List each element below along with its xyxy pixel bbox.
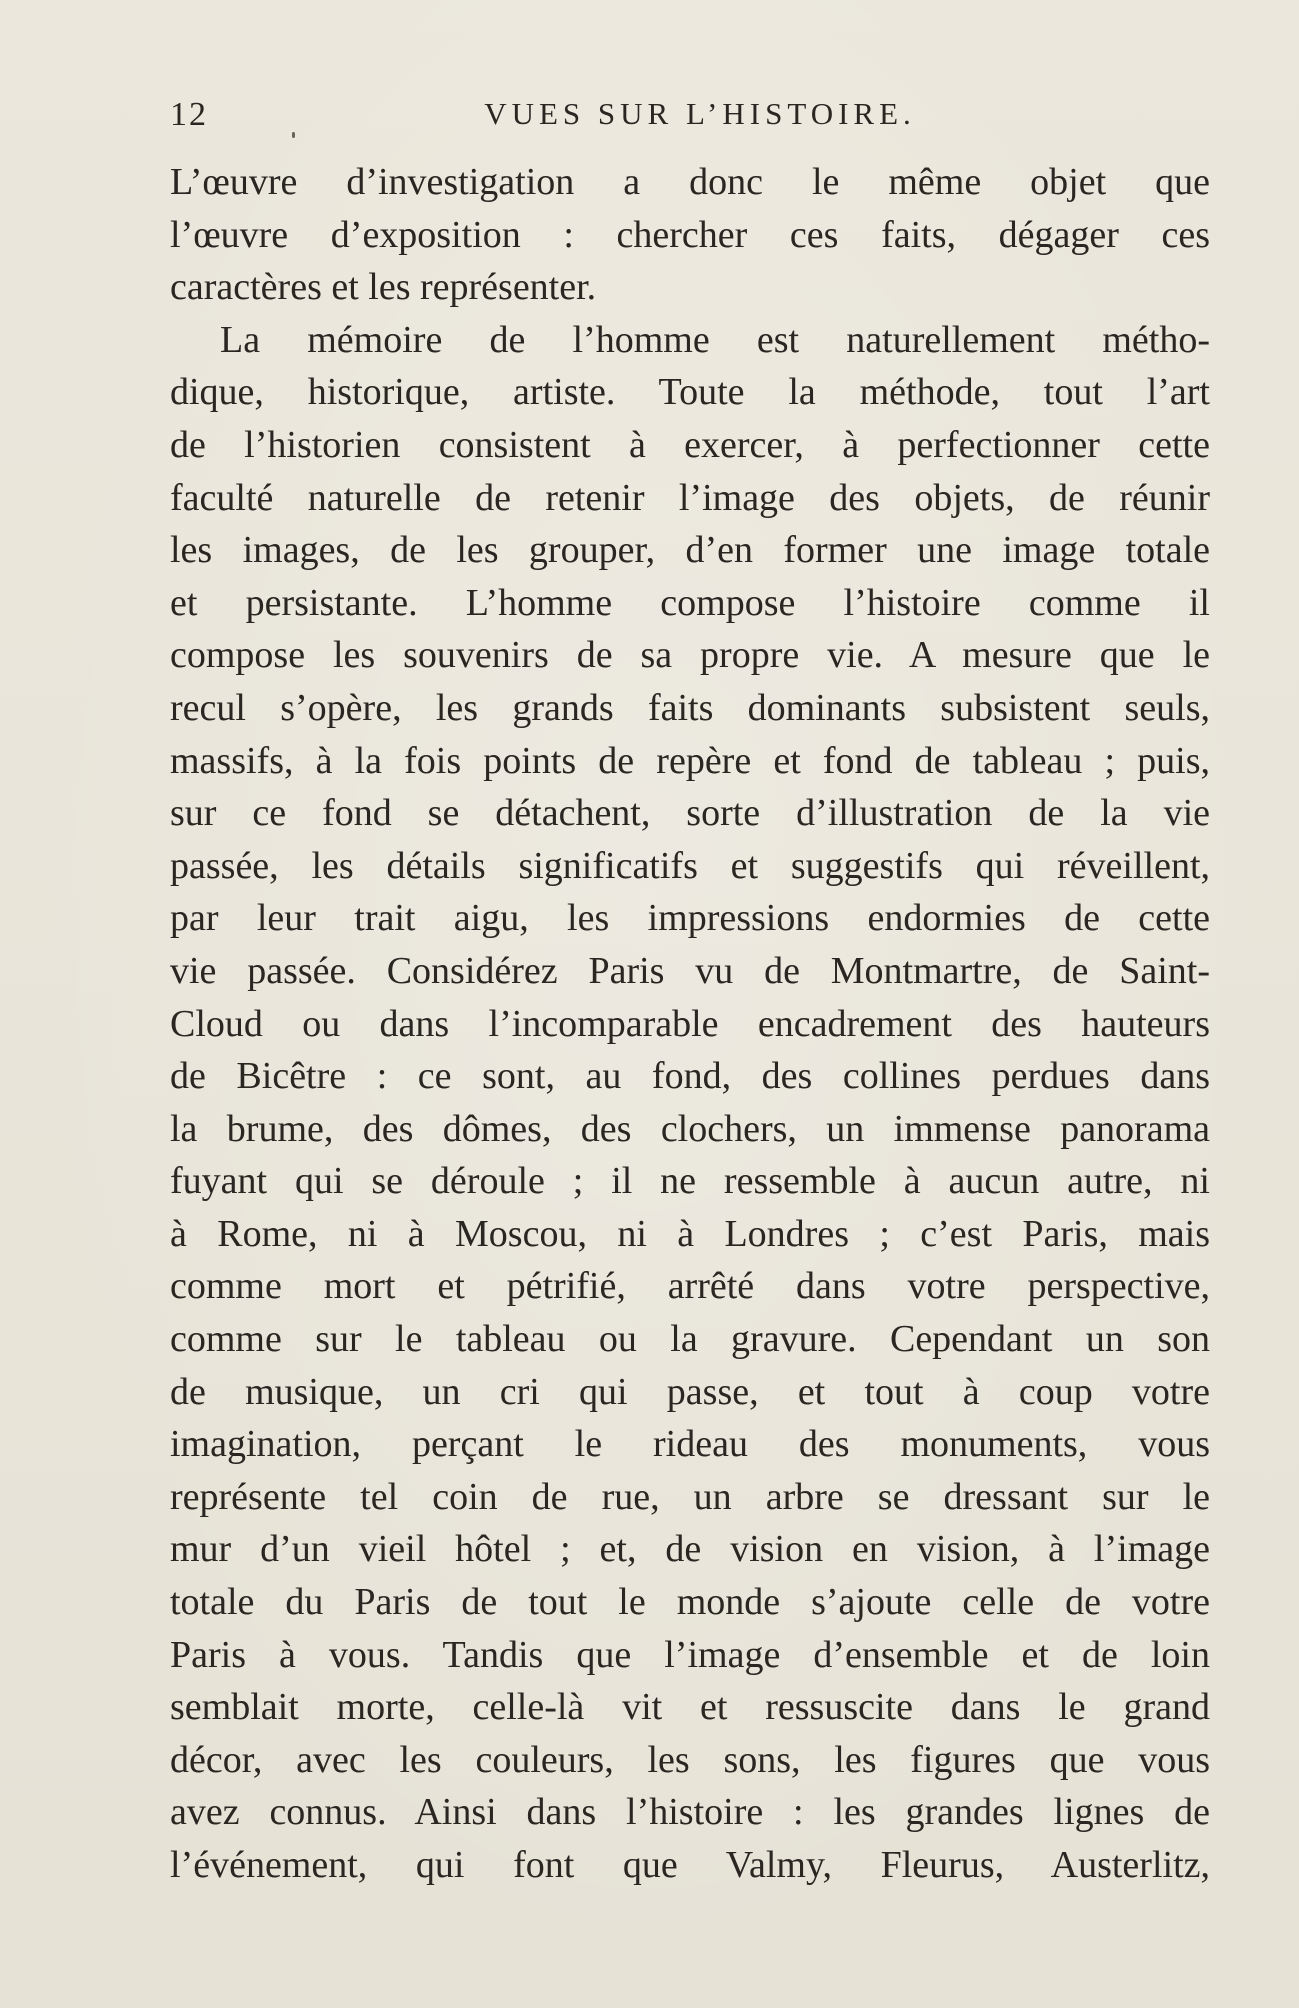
text-line: vie passée. Considérez Paris vu de Montmartre, de Saint-: [170, 949, 1210, 992]
text-line: compose les souvenirs de sa propre vie. A mesure que le: [170, 634, 1210, 677]
text-line: de Bicêtre : ce sont, au fond, des collines perdues dans: [170, 1055, 1210, 1098]
text-line: recul s’opère, les grands faits dominants subsistent seuls,: [170, 686, 1210, 729]
text-line: fuyant qui se déroule ; il ne ressemble à aucun autre, ni: [170, 1160, 1210, 1203]
text-line: comme mort et pétrifié, arrêté dans votre perspective,: [170, 1265, 1210, 1308]
paragraph-2: [170, 314, 1210, 1892]
text-line: passée, les détails significatifs et suggestifs qui réveillent,: [170, 844, 1210, 887]
page-header: [170, 96, 1210, 140]
page-number: 12: [170, 96, 208, 133]
text-line: Paris à vous. Tandis que l’image d’ensemble et de loin: [170, 1633, 1210, 1676]
running-title: VUES SUR L’HISTOIRE.: [484, 96, 916, 131]
text-line: de l’historien consistent à exercer, à perfectionner cette: [170, 423, 1210, 466]
text-line: La mémoire de l’homme est naturellement métho-: [220, 318, 1210, 361]
text-line: caractères et les représenter.: [170, 266, 597, 309]
text-line: représente tel coin de rue, un arbre se dressant sur le: [170, 1475, 1210, 1518]
text-line: L’œuvre d’investigation a donc le même objet que: [170, 161, 1210, 203]
text-line: sur ce fond se détachent, sorte d’illustration de la vie: [170, 792, 1210, 835]
text-line: à Rome, ni à Moscou, ni à Londres ; c’est Paris, mais: [170, 1212, 1210, 1255]
text-line: la brume, des dômes, des clochers, un immense panorama: [170, 1107, 1210, 1150]
text-line: Cloud ou dans l’incomparable encadrement des hauteurs: [170, 1002, 1210, 1045]
text-line: massifs, à la fois points de repère et fond de tableau ; puis,: [170, 739, 1210, 782]
text-line: faculté naturelle de retenir l’image des objets, de réunir: [170, 476, 1210, 519]
text-line: de musique, un cri qui passe, et tout à coup votre: [170, 1370, 1210, 1413]
text-line: dique, historique, artiste. Toute la méthode, tout l’art: [170, 371, 1210, 414]
text-line: décor, avec les couleurs, les sons, les figures que vous: [170, 1738, 1210, 1781]
body-text: [170, 156, 1210, 1892]
text-line: l’œuvre d’exposition : chercher ces faits, dégager ces: [170, 213, 1210, 256]
paragraph-1: [170, 156, 1210, 314]
text-line: les images, de les grouper, d’en former une image totale: [170, 529, 1210, 572]
print-speck: [292, 132, 295, 138]
text-line: comme sur le tableau ou la gravure. Cependant un son: [170, 1318, 1210, 1361]
text-line: et persistante. L’homme compose l’histoire comme il: [170, 581, 1210, 624]
text-line: totale du Paris de tout le monde s’ajoute celle de votre: [170, 1581, 1210, 1624]
text-line: par leur trait aigu, les impressions endormies de cette: [170, 897, 1210, 940]
text-line: mur d’un vieil hôtel ; et, de vision en vision, à l’image: [170, 1528, 1210, 1571]
text-line: semblait morte, celle-là vit et ressuscite dans le grand: [170, 1686, 1210, 1729]
text-line: imagination, perçant le rideau des monuments, vous: [170, 1423, 1210, 1466]
text-line: avez connus. Ainsi dans l’histoire : les grandes lignes de: [170, 1791, 1210, 1834]
text-line: l’événement, qui font que Valmy, Fleurus, Austerlitz,: [170, 1844, 1210, 1886]
